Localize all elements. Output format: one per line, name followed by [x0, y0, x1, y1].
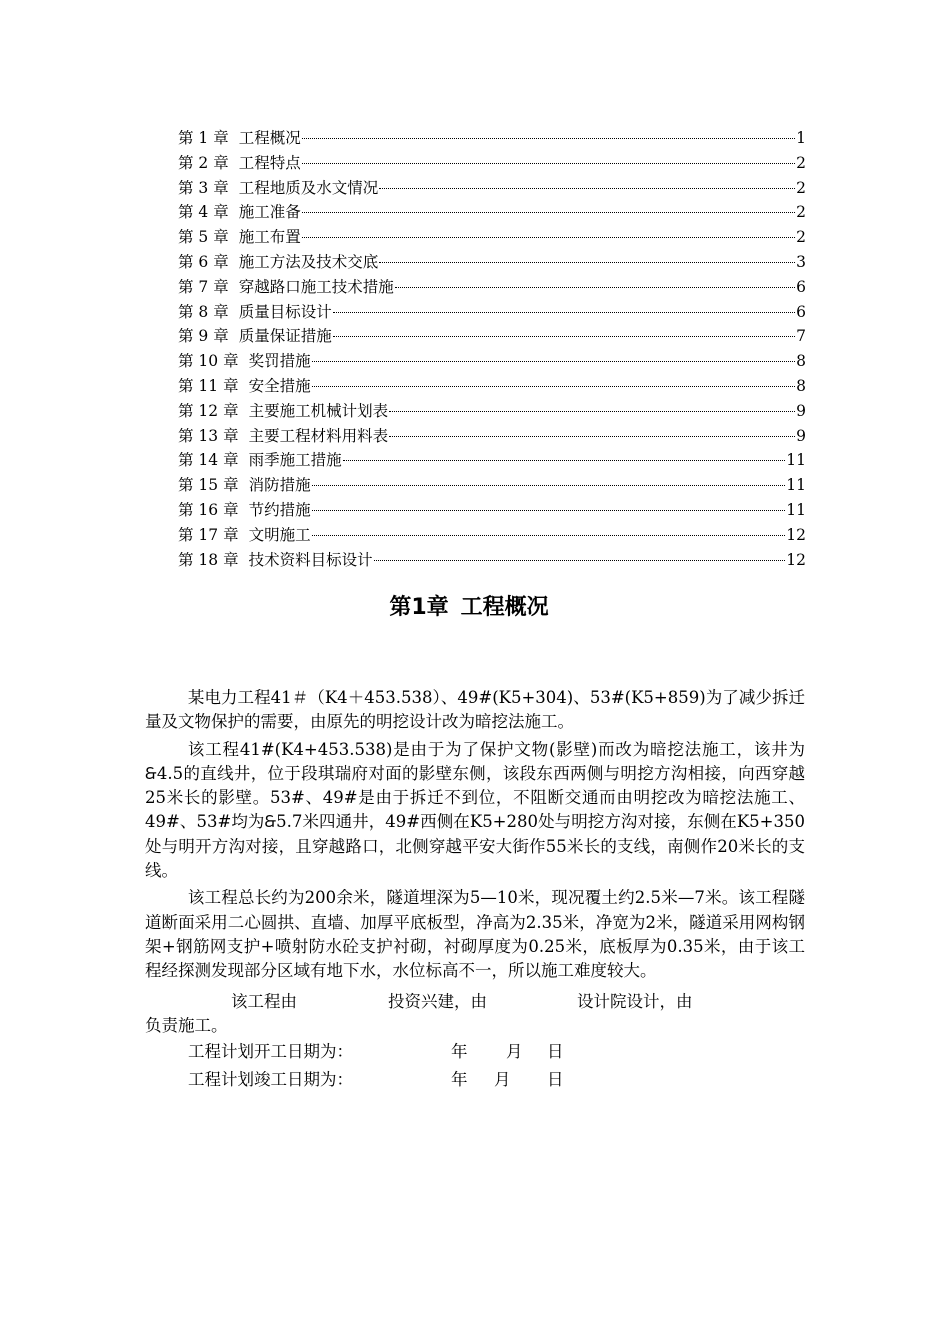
fill-text-investor: 投资兴建，由 — [388, 991, 487, 1011]
toc-page-number: 12 — [786, 550, 806, 569]
toc-title: 技术资料目标设计 — [248, 550, 373, 569]
toc-entry[interactable] — [178, 498, 806, 523]
toc-page-number: 12 — [786, 525, 806, 544]
toc-chapter-number: 第 1 章 — [178, 129, 229, 147]
toc-leader-dots — [302, 237, 795, 238]
end-date-year: 年 — [451, 1069, 468, 1089]
toc-entry[interactable] — [178, 275, 806, 300]
chapter-body — [145, 686, 805, 1096]
toc-leader-dots — [395, 287, 795, 288]
toc-title: 工程特点 — [238, 153, 301, 172]
toc-leader-dots — [379, 262, 795, 263]
start-date-year: 年 — [451, 1041, 468, 1061]
fill-text-designer: 设计院设计，由 — [577, 991, 693, 1011]
toc-chapter-number: 第 3 章 — [178, 178, 229, 197]
toc-chapter-number: 第 4 章 — [178, 203, 229, 222]
toc-entry[interactable] — [178, 250, 806, 275]
toc-leader-dots — [302, 212, 795, 213]
fill-text-builder: 该工程由 — [231, 991, 297, 1011]
toc-page-number: 1 — [796, 129, 806, 147]
body-paragraph: 该工程总长约为200余米，隧道埋深为5—10米，现况覆土约2.5米—7米。该工程隧道断面采用二心圆拱、直墙、加厚平底板型，净高为2.35米，净宽为2米，隧道采用网构钢架+钢筋网支护+喷射防水砼支护衬砌，衬砌厚度为0.25米，底板厚为0.35米，由于该工程经探测发现部分区域有地下水，水位标高不一，所以施工难度较大。 — [145, 888, 805, 981]
start-date-label: 工程计划开工日期为： — [188, 1041, 353, 1061]
toc-chapter-number: 第 7 章 — [178, 277, 229, 296]
toc-leader-dots — [333, 336, 795, 337]
toc-chapter-number: 第 17 章 — [178, 525, 239, 544]
toc-leader-dots — [389, 411, 795, 412]
start-date-line — [145, 1040, 805, 1068]
toc-leader-dots — [302, 138, 795, 139]
toc-title: 施工方法及技术交底 — [238, 252, 379, 271]
toc-leader-dots — [343, 460, 786, 461]
end-date-label: 工程计划竣工日期为： — [188, 1069, 353, 1089]
toc-chapter-number: 第 6 章 — [178, 252, 229, 271]
toc-chapter-number: 第 5 章 — [178, 228, 229, 247]
toc-page-number: 6 — [796, 277, 806, 296]
end-date-line — [145, 1068, 805, 1096]
toc-title: 穿越路口施工技术措施 — [238, 277, 394, 296]
start-date-month: 月 — [506, 1041, 523, 1061]
toc-chapter-number: 第 14 章 — [178, 451, 239, 470]
fill-text-contractor: 负责施工。 — [145, 1015, 228, 1035]
toc-entry[interactable] — [178, 424, 806, 449]
toc-chapter-number: 第 12 章 — [178, 401, 239, 420]
toc-chapter-number: 第 2 章 — [178, 153, 229, 172]
toc-title: 节约措施 — [248, 500, 311, 519]
toc-entry[interactable] — [178, 200, 806, 225]
toc-leader-dots — [312, 386, 796, 387]
toc-chapter-number: 第 9 章 — [178, 327, 229, 346]
toc-title: 施工准备 — [238, 203, 301, 222]
toc-title: 安全措施 — [248, 376, 311, 395]
chapter-heading — [0, 592, 938, 624]
toc-title: 施工布置 — [238, 228, 301, 247]
toc-page-number: 2 — [796, 203, 806, 222]
end-date-day: 日 — [547, 1069, 564, 1089]
toc-page-number: 8 — [796, 352, 806, 371]
toc-page-number: 9 — [796, 401, 806, 420]
toc-chapter-number: 第 10 章 — [178, 352, 239, 371]
toc-leader-dots — [312, 485, 786, 486]
toc-leader-dots — [302, 163, 795, 164]
toc-leader-dots — [374, 560, 786, 561]
toc-entry[interactable] — [178, 151, 806, 176]
toc-page-number: 2 — [796, 228, 806, 247]
toc-chapter-number: 第 18 章 — [178, 550, 239, 569]
toc-page-number: 8 — [796, 376, 806, 395]
body-paragraph: 该工程41#(K4+453.538)是由于为了保护文物(影壁)而改为暗挖法施工，该井为🙲4.5的直线井，位于段琪瑞府对面的影壁东侧，该段东西两侧与明挖方沟相接，向西穿越25米长的影壁。53#、49#是由于拆迁不到位，不阻断交通而由明挖改为暗挖法施工、49#、53#均为🙲5.7米四通井，49#西侧在K5+280处与明挖方沟对接，东侧在K5+350处与明开方沟对接，且穿越路口，北侧穿越平安大街作55米长的支线，南侧作20米长的支线。 — [145, 739, 805, 881]
toc-entry[interactable] — [178, 473, 806, 498]
toc-page-number: 11 — [786, 476, 806, 495]
end-date-month: 月 — [494, 1069, 511, 1089]
responsibility-fill-line — [145, 990, 805, 1014]
toc-title: 主要施工机械计划表 — [248, 401, 389, 420]
toc-page-number: 3 — [796, 252, 806, 271]
toc-title: 工程地质及水文情况 — [238, 178, 379, 197]
toc-leader-dots — [312, 361, 796, 362]
toc-chapter-number: 第 13 章 — [178, 426, 239, 445]
toc-page-number: 7 — [796, 327, 806, 346]
toc-title: 文明施工 — [248, 525, 311, 544]
toc-title: 主要工程材料用料表 — [248, 426, 389, 445]
toc-entry[interactable] — [178, 300, 806, 325]
toc-entry[interactable] — [178, 523, 806, 548]
toc-entry[interactable] — [178, 448, 806, 473]
table-of-contents — [178, 126, 806, 572]
toc-page-number: 11 — [786, 451, 806, 470]
toc-entry[interactable] — [178, 176, 806, 201]
toc-page-number: 2 — [796, 153, 806, 172]
toc-page-number: 6 — [796, 302, 806, 321]
toc-title: 消防措施 — [248, 476, 311, 495]
toc-leader-dots — [379, 188, 795, 189]
toc-title: 雨季施工措施 — [248, 451, 342, 470]
toc-leader-dots — [333, 312, 795, 313]
toc-page-number: 11 — [786, 500, 806, 519]
toc-entry[interactable] — [178, 548, 806, 573]
toc-entry[interactable] — [178, 399, 806, 424]
toc-title: 奖罚措施 — [248, 352, 311, 371]
body-paragraph: 某电力工程41＃（K4＋453.538）、49#(K5+304)、53#(K5+859)为了减少拆迁量及文物保护的需要，由原先的明挖设计改为暗挖法施工。 — [145, 688, 805, 732]
start-date-day: 日 — [547, 1041, 564, 1061]
toc-title: 工程概况 — [238, 129, 301, 147]
chapter-heading-title: 工程概况 — [460, 595, 549, 620]
toc-page-number: 2 — [796, 178, 806, 197]
toc-entry[interactable] — [178, 126, 806, 151]
toc-chapter-number: 第 15 章 — [178, 476, 239, 495]
toc-entry[interactable] — [178, 225, 806, 250]
toc-entry[interactable] — [178, 374, 806, 399]
toc-chapter-number: 第 11 章 — [178, 376, 239, 395]
toc-chapter-number: 第 8 章 — [178, 302, 229, 321]
toc-page-number: 9 — [796, 426, 806, 445]
toc-leader-dots — [312, 535, 786, 536]
toc-title: 质量保证措施 — [238, 327, 332, 346]
chapter-heading-number: 第1章 — [389, 595, 449, 620]
toc-chapter-number: 第 16 章 — [178, 500, 239, 519]
toc-title: 质量目标设计 — [238, 302, 332, 321]
toc-leader-dots — [389, 436, 795, 437]
toc-entry[interactable] — [178, 324, 806, 349]
toc-entry[interactable] — [178, 349, 806, 374]
toc-leader-dots — [312, 510, 786, 511]
